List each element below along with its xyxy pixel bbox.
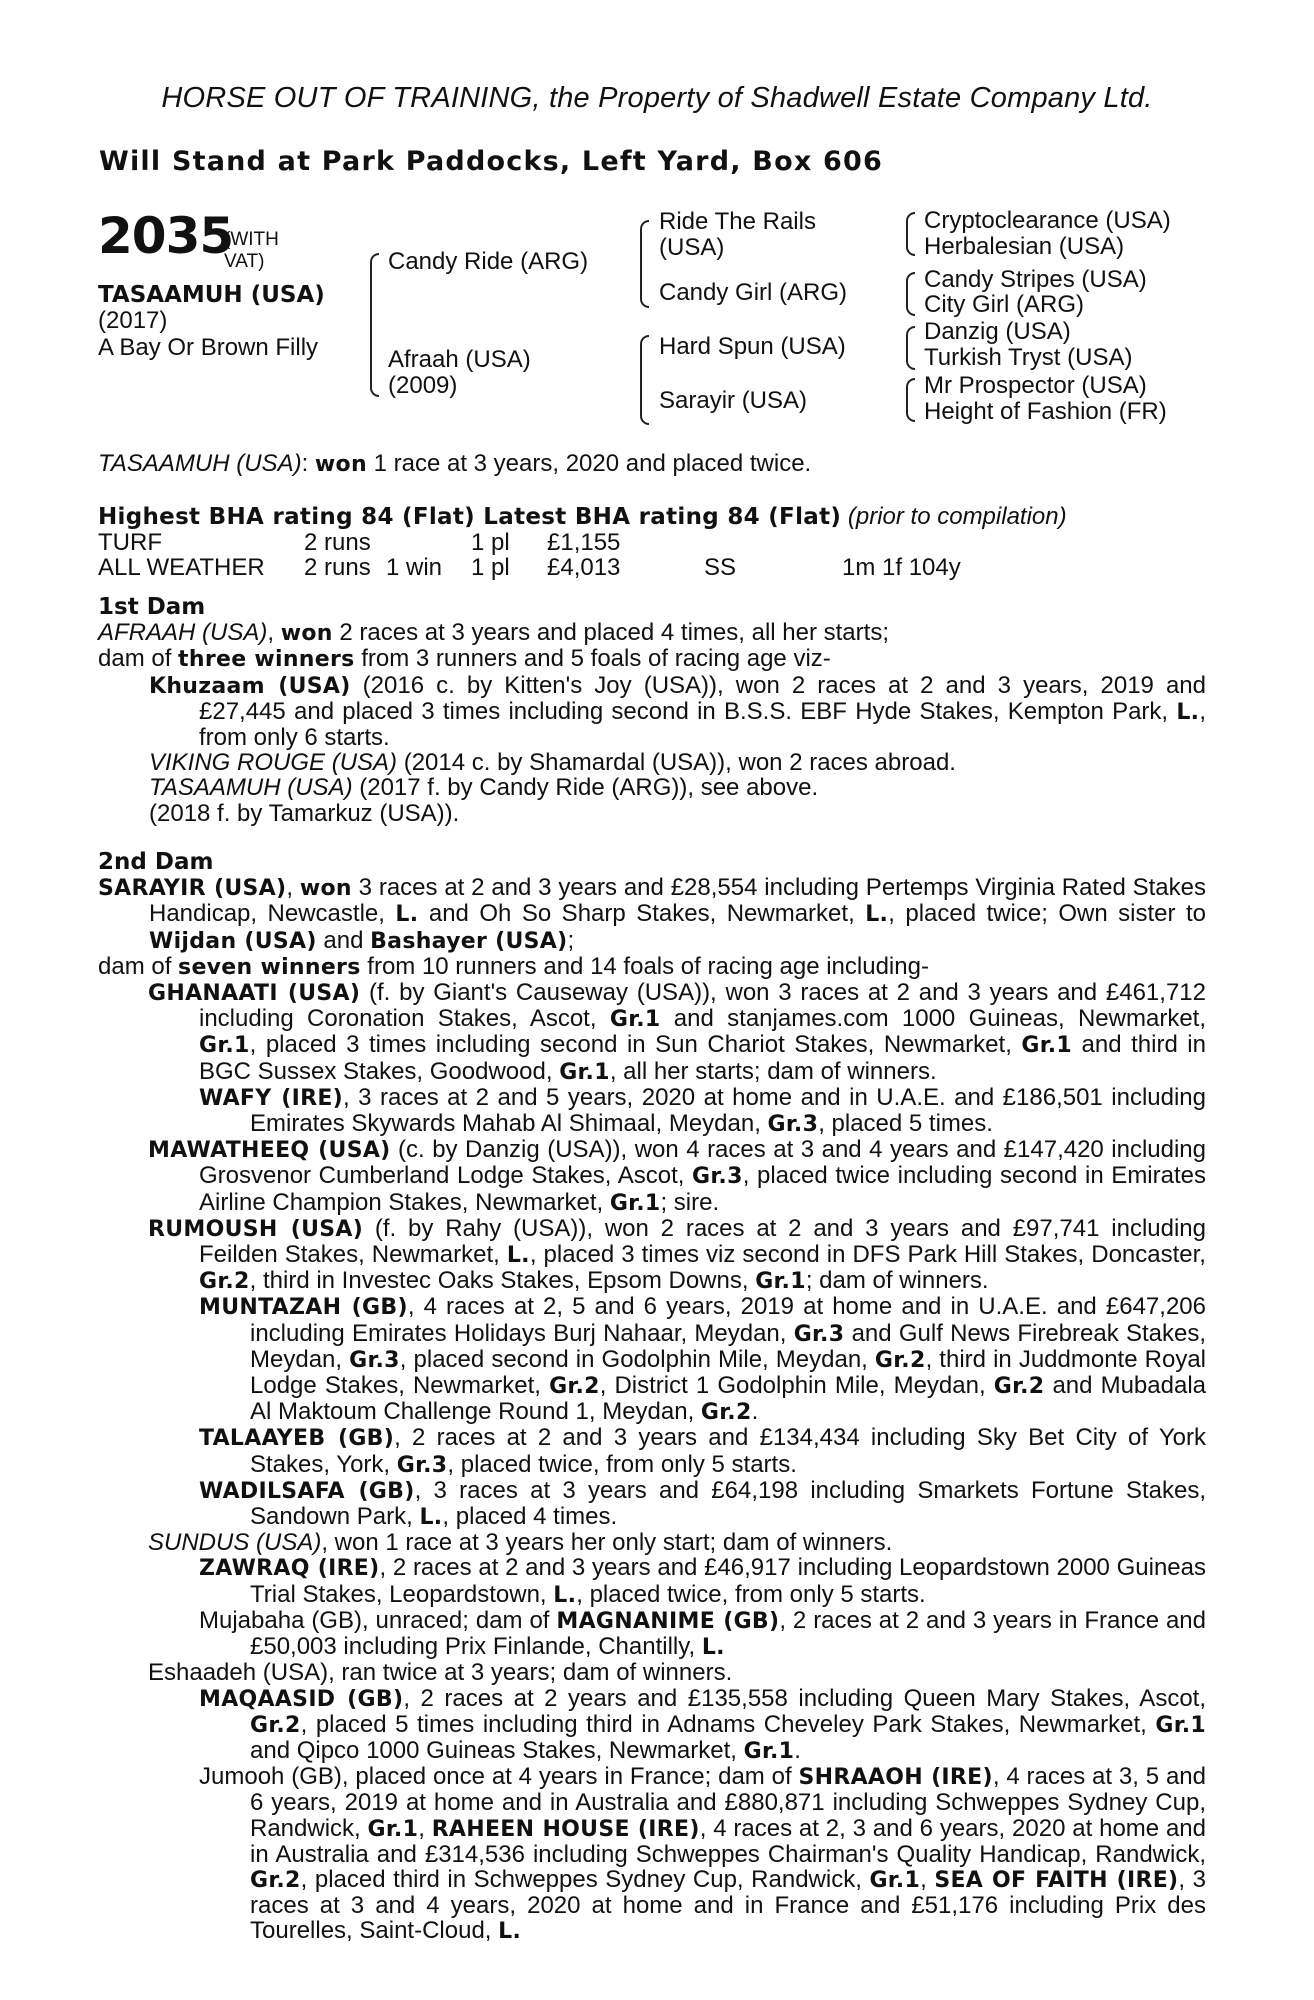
produce-text: , third in Investec Oaks Stakes, Epsom Downs, xyxy=(249,1267,756,1295)
summary-text: 1 race at 3 years, 2020 and placed twice. xyxy=(366,450,812,477)
record-surface: TURF xyxy=(98,529,162,556)
produce-text: and stanjames.com 1000 Guineas, Newmarket, xyxy=(660,1005,1206,1033)
gg-2: Herbalesian (USA) xyxy=(924,233,1125,260)
dam-name: Afraah (USA) xyxy=(388,346,531,373)
first-dam-name: AFRAAH (USA) xyxy=(98,619,268,647)
sire-dam: Candy Girl (ARG) xyxy=(659,279,848,306)
produce-text: and third in BGC Sussex Stakes, Goodwood, xyxy=(199,1031,1206,1085)
produce-text: , from only 6 starts. xyxy=(199,697,1206,752)
record-row-aw xyxy=(98,555,961,580)
vat-note: (WITH VAT) xyxy=(224,229,279,272)
produce-text: ; dam of winners. xyxy=(805,1267,989,1295)
first-dam-heading: 1st Dam xyxy=(98,594,206,620)
first-dam-section xyxy=(98,595,1206,826)
racing-record-table xyxy=(98,530,961,580)
won-label: won xyxy=(280,621,333,647)
produce-text: , 2 races at 2 and 3 years and £134,434 including Sky Bet City of York Stakes, York, xyxy=(250,1424,1207,1478)
summary-horse: TASAAMUH (USA) xyxy=(98,450,302,477)
produce-jumooh xyxy=(98,1764,1206,1944)
produce-mujabaha xyxy=(98,1608,1206,1660)
grade-label: Gr.2 xyxy=(549,1374,600,1400)
horse-name: SHRAAOH (IRE) xyxy=(798,1765,993,1791)
produce-text: , 4 races at 2, 5 and 6 years, 2019 at home and in U.A.E. and £647,206 including Emirates Holidays Burj Nahaar, Meydan, xyxy=(250,1293,1206,1347)
produce-mawatheeq xyxy=(98,1137,1206,1216)
produce-text: , 4 races at 2, 3 and 6 years, 2020 at home and in Australia and £314,536 including Schweppes Chairman's Quality Handicap, Randwick, xyxy=(250,1814,1206,1868)
second-dam-section xyxy=(98,850,1206,1945)
won-label: won xyxy=(299,876,352,902)
horse-name: RAHEEN HOUSE (IRE) xyxy=(431,1816,700,1842)
second-dam-line: SARAYIR (USA), won 3 races at 2 and 3 years and £28,554 including Pertemps Virginia Rated Stakes Handicap, Newcastle, L. and Oh So Sharp Stakes, Newmarket, L., placed twice; Own sister to Wijdan (USA) and Bashayer (USA); xyxy=(98,874,1207,954)
produce-text: . xyxy=(794,1736,801,1764)
first-dam-text: 2 races at 3 years and placed 4 times, all her starts; xyxy=(332,619,889,647)
grade-label: Gr.1 xyxy=(367,1816,419,1842)
horse-name: MUNTAZAH (GB) xyxy=(199,1295,408,1321)
grade-label: Gr.1 xyxy=(869,1867,921,1893)
bha-rating-label: Highest BHA rating 84 (Flat) Latest BHA rating 84 (Flat) xyxy=(98,504,842,530)
record-surface: ALL WEATHER xyxy=(98,554,265,581)
record-wins: 1 win xyxy=(386,554,443,581)
horse-name: WAFY (IRE) xyxy=(199,1085,344,1111)
produce-ghanaati xyxy=(98,980,1206,1085)
horse-name: MAGNANIME (GB) xyxy=(556,1608,780,1634)
produce-text: , 3 races at 3 years and £64,198 including Smarkets Fortune Stakes, Sandown Park, xyxy=(250,1476,1206,1531)
listed-label: L. xyxy=(506,1243,530,1269)
dam-sire: Hard Spun (USA) xyxy=(659,333,846,360)
produce-text: , 4 races at 3, 5 and 6 years, 2019 at home and in Australia and £880,871 including Schweppes Sydney Cup, Randwick, xyxy=(250,1763,1206,1842)
horse-name: GHANAATI (USA) xyxy=(148,981,361,1007)
listed-label: L. xyxy=(498,1919,522,1945)
listed-label: L. xyxy=(1176,699,1200,725)
produce-text: , xyxy=(920,1865,935,1893)
horse-name: RUMOUSH (USA) xyxy=(148,1216,364,1242)
listed-label: L. xyxy=(395,902,419,928)
gg-bracket-1 xyxy=(906,212,915,256)
produce-text: Jumooh (GB), placed once at 4 years in France; dam of xyxy=(199,1763,799,1791)
produce-rumoush xyxy=(98,1216,1206,1295)
grade-label: Gr.2 xyxy=(250,1712,301,1738)
produce-text: (f. by Rahy (USA)), won 2 races at 2 and 3 years and £97,741 including Feilden Stakes, Newmarket, xyxy=(199,1214,1206,1269)
bha-rating xyxy=(98,503,1067,531)
first-dam-produce-line xyxy=(98,646,1206,672)
winners-text: from 3 runners and 5 foals of racing age viz- xyxy=(354,645,831,673)
record-runs: 2 runs xyxy=(304,529,371,556)
gg-5: Danzig (USA) xyxy=(924,318,1071,345)
produce-text: , won 1 race at 3 years her only start; dam of winners. xyxy=(321,1529,893,1557)
listed-label: L. xyxy=(701,1635,725,1661)
horse-name: TASAAMUH (USA) xyxy=(149,774,353,802)
produce-tasaamuh xyxy=(98,775,1206,800)
winners-text: from 10 runners and 14 foals of racing age including- xyxy=(360,952,929,980)
grade-label: Gr.3 xyxy=(692,1164,743,1190)
record-earnings: £4,013 xyxy=(547,554,621,581)
produce-text: and Qipco 1000 Guineas Stakes, Newmarket, xyxy=(250,1736,744,1764)
produce-wafy xyxy=(98,1085,1206,1137)
produce-text: , 3 races at 2 and 5 years, 2020 at home and in U.A.E. and £186,501 including Emirates Skywards Mahab Al Shimaal, Meydan, xyxy=(250,1083,1206,1138)
produce-text: and Gulf News Firebreak Stakes, Meydan, xyxy=(250,1319,1206,1373)
sibling-name: Bashayer (USA) xyxy=(370,928,568,954)
grade-label: Gr.3 xyxy=(396,1452,448,1478)
produce-text: , xyxy=(418,1814,432,1842)
produce-wadilsafa xyxy=(98,1478,1206,1530)
produce-text: , District 1 Godolphin Mile, Meydan, xyxy=(599,1372,994,1400)
gg-bracket-2 xyxy=(906,272,915,316)
record-distance xyxy=(842,530,961,555)
produce-text: ; sire. xyxy=(660,1188,720,1216)
gg-8: Height of Fashion (FR) xyxy=(924,398,1167,425)
gg-1: Cryptoclearance (USA) xyxy=(924,207,1171,234)
record-placed: 1 pl xyxy=(471,554,510,581)
produce-text: , placed twice, from only 5 starts. xyxy=(576,1580,926,1608)
produce-text: , placed 3 times including second in Sun Chariot Stakes, Newmarket, xyxy=(249,1031,1022,1059)
produce-text: , placed third in Schweppes Sydney Cup, Randwick, xyxy=(300,1865,870,1893)
bha-rating-note: (prior to compilation) xyxy=(847,503,1067,530)
produce-text: , third in Juddmonte Royal Lodge Stakes, Newmarket, xyxy=(250,1345,1207,1400)
grade-label: Gr.3 xyxy=(767,1112,819,1138)
dam-of-label: dam of xyxy=(98,952,179,980)
horse-name: SUNDUS (USA) xyxy=(148,1529,322,1557)
horse-description: A Bay Or Brown Filly xyxy=(98,334,319,361)
stand-location: Will Stand at Park Paddocks, Left Yard, Box 606 xyxy=(99,146,883,177)
listed-label: L. xyxy=(553,1582,577,1608)
produce-text: , 2 races at 2 and 3 years and £46,917 including Leopardstown 2000 Guineas Trial Stakes, Leopardstown, xyxy=(250,1554,1206,1608)
sire-bracket xyxy=(640,220,649,308)
pedigree-bracket xyxy=(370,253,379,397)
sire-sire: Ride The Rails xyxy=(659,208,816,235)
first-dam-line: AFRAAH (USA), won 2 races at 3 years and placed 4 times, all her starts; xyxy=(98,619,889,647)
horse-name: ZAWRAQ (IRE) xyxy=(199,1556,380,1582)
sire-sire-country: (USA) xyxy=(659,234,725,261)
produce-talaayeb xyxy=(98,1425,1206,1477)
produce-text: , placed 4 times. xyxy=(442,1503,618,1531)
race-summary: TASAAMUH (USA): won 1 race at 3 years, 2020 and placed twice. xyxy=(98,450,812,477)
grade-label: Gr.1 xyxy=(609,1007,661,1033)
grade-label: Gr.2 xyxy=(250,1867,301,1893)
produce-text: (2017 f. by Candy Ride (ARG)), see above. xyxy=(352,774,819,802)
dam-text: and xyxy=(316,926,371,954)
produce-maqaasid xyxy=(98,1686,1206,1765)
record-type xyxy=(704,530,842,555)
horse-name: TASAAMUH (USA) xyxy=(98,282,325,308)
produce-muntazah xyxy=(98,1294,1206,1425)
produce-text: , placed 5 times. xyxy=(818,1110,993,1138)
gg-bracket-4 xyxy=(906,378,915,422)
produce-text: , 3 races at 3 and 4 years, 2020 at home and in France and £51,176 including Prix des Tourelles, Saint-Cloud, xyxy=(250,1865,1206,1945)
sibling-name: Wijdan (USA) xyxy=(149,928,317,954)
produce-text: , placed twice including second in Emirates Airline Champion Stakes, Newmarket, xyxy=(199,1162,1206,1216)
record-distance: 1m 1f 104y xyxy=(842,554,961,581)
horse-name: TALAAYEB (GB) xyxy=(199,1426,395,1452)
produce-text: and Mubadala Al Maktoum Challenge Round 1, Meydan, xyxy=(250,1372,1207,1426)
produce-2018-filly: (2018 f. by Tamarkuz (USA)). xyxy=(149,799,460,827)
produce-text: , 2 races at 2 years and £135,558 including Queen Mary Stakes, Ascot, xyxy=(403,1684,1206,1712)
horse-name: MAQAASID (GB) xyxy=(199,1686,404,1712)
summary-won: won xyxy=(314,452,367,477)
gg-3: Candy Stripes (USA) xyxy=(924,266,1147,293)
record-earnings: £1,155 xyxy=(547,529,621,556)
horse-name: MAWATHEEQ (USA) xyxy=(148,1138,391,1164)
grade-label: Gr.3 xyxy=(793,1321,845,1347)
dam-text: , placed twice; Own sister to xyxy=(888,900,1207,928)
dam-year: (2009) xyxy=(388,372,458,399)
grade-label: Gr.1 xyxy=(199,1033,250,1059)
grade-label: Gr.1 xyxy=(609,1190,661,1216)
produce-text: , all her starts; dam of winners. xyxy=(609,1057,937,1085)
second-dam-name: SARAYIR (USA) xyxy=(98,876,287,902)
produce-text: (2014 c. by Shamardal (USA)), won 2 races abroad. xyxy=(397,749,956,777)
produce-eshaadeh: Eshaadeh (USA), ran twice at 3 years; dam of winners. xyxy=(148,1659,733,1687)
produce-text: . xyxy=(751,1398,759,1426)
dam-text: ; xyxy=(567,926,575,954)
gg-bracket-3 xyxy=(906,326,915,370)
gg-4: City Girl (ARG) xyxy=(924,291,1084,318)
horse-name: SEA OF FAITH (IRE) xyxy=(934,1867,1179,1893)
produce-text: (f. by Giant's Causeway (USA)), won 3 races at 2 and 3 years and £461,712 including Coronation Stakes, Ascot, xyxy=(199,979,1206,1033)
grade-label: Gr.1 xyxy=(559,1059,610,1085)
winners-count: three winners xyxy=(178,647,355,673)
horse-name: VIKING ROUGE (USA) xyxy=(149,749,398,777)
grade-label: Gr.2 xyxy=(874,1347,926,1373)
gg-7: Mr Prospector (USA) xyxy=(924,372,1147,399)
produce-text: , placed 5 times including third in Adnams Cheveley Park Stakes, Newmarket, xyxy=(300,1710,1156,1738)
grade-label: Gr.1 xyxy=(743,1738,795,1764)
horse-name: WADILSAFA (GB) xyxy=(199,1478,415,1504)
produce-khuzaam xyxy=(98,673,1206,751)
record-type: SS xyxy=(704,554,737,581)
record-row-turf xyxy=(98,530,961,555)
produce-text: (2016 c. by Kitten's Joy (USA)), won 2 races at 2 and 3 years, 2019 and £27,445 and placed 3 times including second in B.S.S. EBF Hyde Stakes, Kempton Park, xyxy=(199,671,1207,725)
produce-zawraq xyxy=(98,1555,1206,1607)
produce-text: (c. by Danzig (USA)), won 4 races at 3 and 4 years and £147,420 including Grosvenor Cumberland Lodge Stakes, Ascot, xyxy=(199,1136,1207,1190)
horse-name: Khuzaam (USA) xyxy=(149,673,351,699)
grade-label: Gr.2 xyxy=(700,1400,752,1426)
dam-text: 3 races at 2 and 3 years and £28,554 including Pertemps Virginia Rated Stakes Handicap, Newcastle, xyxy=(149,874,1206,928)
record-placed: 1 pl xyxy=(471,529,510,556)
dam-dam: Sarayir (USA) xyxy=(659,387,808,414)
produce-text: , placed 3 times viz second in DFS Park Hill Stakes, Doncaster, xyxy=(529,1241,1206,1269)
produce-sundus xyxy=(98,1530,1206,1555)
produce-text: , placed second in Godolphin Mile, Meydan, xyxy=(399,1345,875,1373)
sire-name: Candy Ride (ARG) xyxy=(388,248,589,275)
dam-bracket xyxy=(640,335,649,425)
produce-text: , 2 races at 2 and 3 years in France and £50,003 including Prix Finlande, Chantilly, xyxy=(250,1606,1206,1661)
record-runs: 2 runs xyxy=(304,554,371,581)
produce-viking-rouge xyxy=(98,750,1206,775)
horse-year: (2017) xyxy=(98,307,168,334)
second-dam-heading: 2nd Dam xyxy=(98,849,214,875)
produce-text: , placed twice, from only 5 starts. xyxy=(447,1450,797,1478)
grade-label: Gr.1 xyxy=(755,1269,806,1295)
grade-label: Gr.2 xyxy=(199,1269,250,1295)
page-header: HORSE OUT OF TRAINING, the Property of Shadwell Estate Company Ltd. xyxy=(161,82,1153,114)
dam-of-label: dam of xyxy=(98,645,179,673)
produce-text: Mujabaha (GB), unraced; dam of xyxy=(199,1606,557,1634)
second-dam-produce-line xyxy=(98,954,1206,980)
gg-6: Turkish Tryst (USA) xyxy=(924,344,1133,371)
listed-label: L. xyxy=(865,902,889,928)
winners-count: seven winners xyxy=(178,954,361,980)
grade-label: Gr.2 xyxy=(993,1374,1045,1400)
grade-label: Gr.1 xyxy=(1021,1033,1073,1059)
grade-label: Gr.1 xyxy=(1155,1712,1206,1738)
dam-text: and Oh So Sharp Stakes, Newmarket, xyxy=(418,900,866,928)
lot-number: 2035 xyxy=(98,207,234,265)
record-wins xyxy=(386,530,471,555)
grade-label: Gr.3 xyxy=(349,1347,400,1373)
listed-label: L. xyxy=(419,1505,443,1531)
